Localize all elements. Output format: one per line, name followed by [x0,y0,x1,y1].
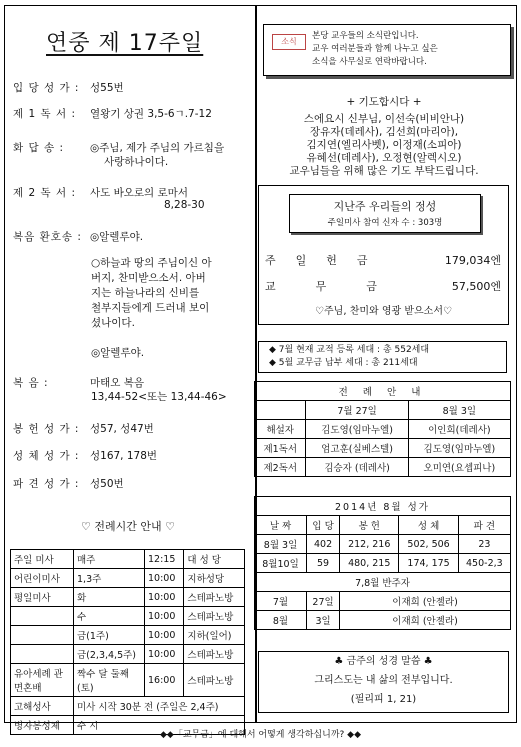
first-reading: 제 1 독 서 : 열왕기 상권 3,5-6ㄱ.7-12 [13,108,212,120]
table-cell: 8월 3일 [408,401,510,420]
worship-schedule-title: ♡ 전례시간 안내 ♡ [81,520,175,533]
table-cell: 10:00 [145,569,184,588]
alleluia-close: ◎알렐루야. [91,347,145,359]
gospel-acclamation: 복음 환호송 : ◎알렐루야. [13,231,144,243]
table-cell: 전 례 안 내 [255,382,511,401]
table-cell: 12:15 [145,550,184,569]
table-cell [11,626,74,645]
table-cell [255,401,306,420]
table-row [255,592,511,611]
table-cell: 짝수 달 둘째 (토) [74,664,145,697]
table-cell: 8월10일 [255,554,307,573]
table-cell: 김승자 (데레사) [306,458,408,477]
table-cell: 212, 216 [340,535,399,554]
liturgy-guide-table [254,381,511,477]
table-cell: 1,3주 [74,569,145,588]
table-cell: 파 견 [458,516,510,535]
news-text: 본당 교우들의 소식란입니다. 교우 여러분들과 함께 나누고 싶은 소식을 사무실로 연락바랍니다. [312,31,438,67]
table-cell: 제1독서 [255,439,306,458]
table-cell: 7,8월 반주자 [255,573,511,592]
table-cell: 금(2,3,4,5주) [74,645,145,664]
table-row [255,458,511,477]
table-cell: 10:00 [145,607,184,626]
table-cell: 고해성사 [11,697,74,716]
table-cell: 스테파노방 [184,607,245,626]
table-cell: 미사 시작 30분 전 (주일은 2,4주) [74,697,245,716]
prayer-section: + 기도합시다 + 스에요시 신부님, 이선숙(비비안나) 장유자(데레사), 김선희(마리아), 김지연(엘리사벳), 이정재(소피아) 유혜선(데레사), 오정현(알렉시오) 교우님들을 위해 많은 기도 부탁드립니다. [258,96,510,178]
alleluia-verse: ○하늘과 땅의 주님이신 아 버지, 찬미받으소서. 아버 지는 하늘나라의 신비를 철부지들에게 드러내 보이 셨나이다. [91,257,212,329]
last-week-box: 지난주 우리들의 정성 주일미사 참여 신자 수 : 303명 주일헌금 179,034엔 교무금 57,500엔 ♡주님, 찬미와 영광 받으소서♡ [258,185,509,325]
table-cell: 27일 [307,592,340,611]
table-cell: 제2독서 [255,458,306,477]
responsorial-psalm: 화 답 송 : ◎주님, 제가 주님의 가르침을 [13,142,225,154]
hymns-table [254,496,511,630]
table-row [11,550,245,569]
table-row [255,535,511,554]
registration-stats: ◆ 7월 현재 교적 등록 세대 : 총 552세대 ◆ 5월 교무금 납부 세대 : 총 211세대 [258,341,507,373]
table-row [11,607,245,626]
table-cell: 날 짜 [255,516,307,535]
table-row [255,401,511,420]
weekly-verse: ♣ 금주의 성경 말씀 ♣ 그리스도는 내 삶의 전부입니다. (필리피 1, 21) [258,651,509,713]
table-row [255,554,511,573]
table-cell: 수 [74,607,145,626]
table-row [255,611,511,630]
table-cell [11,645,74,664]
psalm-continued: 사랑하나이다. [104,156,169,168]
table-cell: 8월 3일 [255,535,307,554]
table-cell: 수 시 [74,716,245,735]
blessing-line: ♡주님, 찬미와 영광 받으소서♡ [315,306,452,317]
entrance-hymn: 입 당 성 가 : 성55번 [13,82,124,94]
table-cell: 8월 [255,611,307,630]
table-cell: 평일미사 [11,588,74,607]
gospel: 복 음 : 마태오 복음 [13,377,145,389]
table-cell: 10:00 [145,588,184,607]
table-cell: 매주 [74,550,145,569]
table-cell: 10:00 [145,645,184,664]
table-row [11,664,245,697]
second-reading-ref: 8,28-30 [164,199,205,211]
table-row [11,645,245,664]
table-cell: 450-2,3 [458,554,510,573]
table-row [255,439,511,458]
table-cell: 봉 헌 [340,516,399,535]
table-cell: 대 성 당 [184,550,245,569]
table-cell: 2014년 8월 성가 [255,497,511,516]
table-row [255,497,511,516]
table-cell: 402 [307,535,340,554]
table-cell: 입 당 [307,516,340,535]
table-cell: 이재희 (안젤라) [340,611,511,630]
table-cell: 스테파노방 [184,664,245,697]
table-cell: 유아세례 관면혼배 [11,664,74,697]
table-cell: 금(1주) [74,626,145,645]
table-cell: 16:00 [145,664,184,697]
gospel-ref: 13,44-52<또는 13,44-46> [91,391,227,403]
recessional-hymn: 파 견 성 가 : 성50번 [13,478,124,490]
footer-question: ◆◆「교무금」에 대해서 어떻게 생각하십니까? ◆◆ [159,730,361,740]
page-title: 연중 제 17주일 [46,31,204,56]
table-cell: 주일 미사 [11,550,74,569]
table-cell: 7월 [255,592,307,611]
table-cell: 3일 [307,611,340,630]
table-cell: 오미연(요셉피나) [408,458,510,477]
table-cell: 10:00 [145,626,184,645]
news-box [263,24,511,76]
table-cell: 김도영(임마누엘) [408,439,510,458]
last-week-header: 지난주 우리들의 정성 주일미사 참여 신자 수 : 303명 [289,194,481,233]
communion-hymn: 성 체 성 가 : 성167, 178번 [13,450,158,462]
table-cell: 이재희 (안젤라) [340,592,511,611]
table-cell: 성 체 [399,516,458,535]
table-row [255,382,511,401]
table-cell: 502, 506 [399,535,458,554]
second-reading: 제 2 독 서 : 사도 바오로의 로마서 [13,187,188,199]
offertory-hymn: 봉 헌 성 가 : 성57, 성47번 [13,423,154,435]
table-cell: 화 [74,588,145,607]
table-row [11,626,245,645]
table-row [11,569,245,588]
table-row [11,588,245,607]
table-cell: 병자봉성체 [11,716,74,735]
table-cell: 7월 27일 [306,401,408,420]
table-cell [11,607,74,626]
table-cell: 174, 175 [399,554,458,573]
table-cell: 지하성당 [184,569,245,588]
table-row [255,573,511,592]
table-row [11,697,245,716]
table-row [255,516,511,535]
table-cell: 해설자 [255,420,306,439]
table-cell: 스테파노방 [184,588,245,607]
table-cell: 480, 215 [340,554,399,573]
table-cell: 이인희(데레사) [408,420,510,439]
table-cell: 김도영(임마누엘) [306,420,408,439]
news-logo: 소식 [272,34,306,50]
table-cell: 23 [458,535,510,554]
prayer-title: + 기도합시다 + [346,96,422,108]
table-cell: 지하(일어) [184,626,245,645]
worship-schedule-table [10,549,245,735]
table-row [255,420,511,439]
table-cell: 엄고훈(실베스텔) [306,439,408,458]
table-cell: 59 [307,554,340,573]
table-cell: 스테파노방 [184,645,245,664]
table-cell: 어린이미사 [11,569,74,588]
